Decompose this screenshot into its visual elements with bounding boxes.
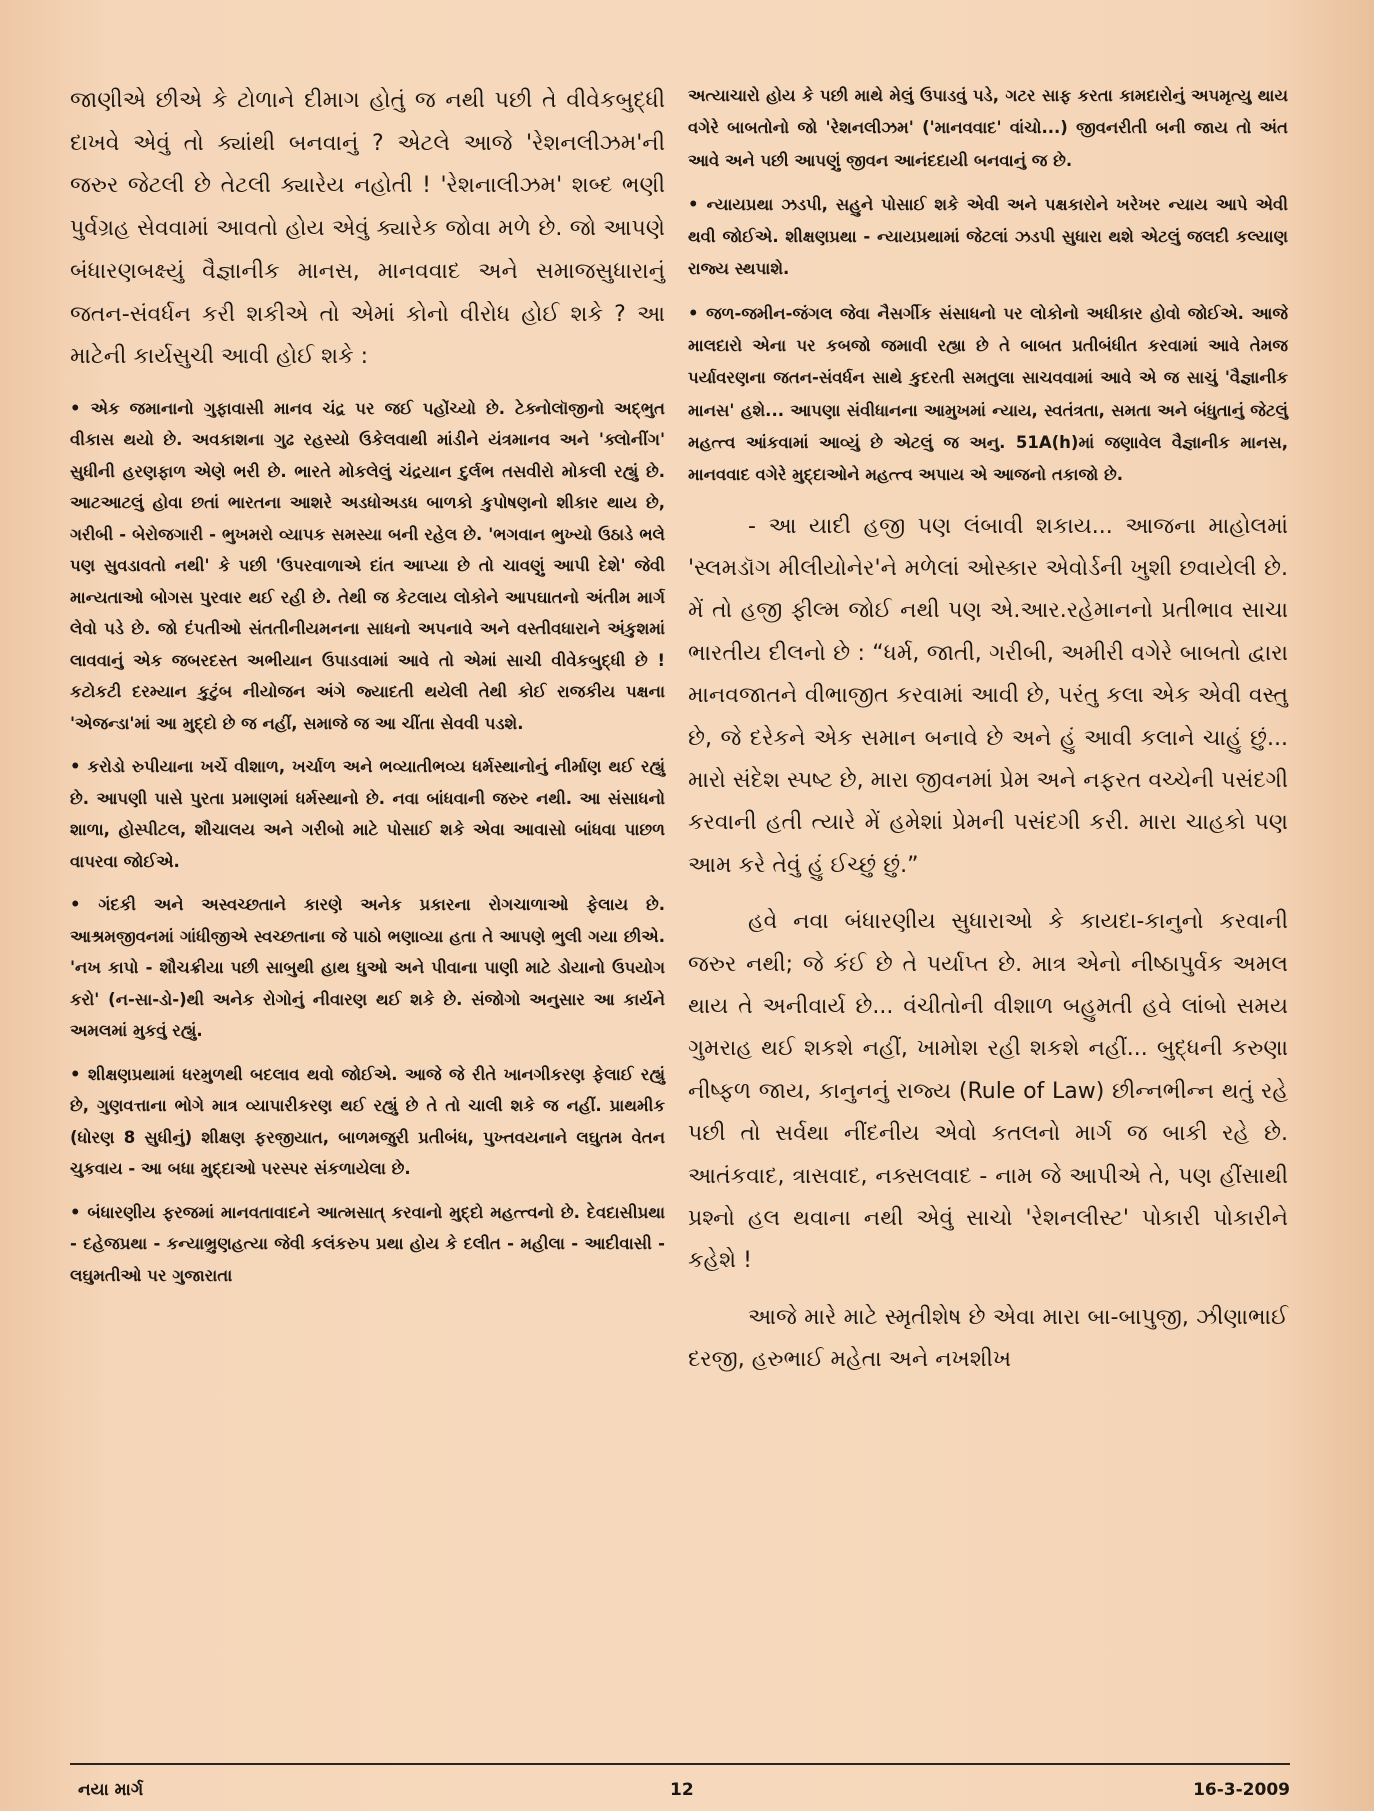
bullet-natural-resources: • જળ-જમીન-જંગલ જેવા નૈસર્ગીક સંસાધનો પર લોકોનો અધીકાર હોવો જોઈએ. આજે માલદારો એના પર કબજો જમાવી રહ્યા છે તે બાબત પ્રતીબંધીત કરવામાં આવે તેમજ પર્યાવરણના જતન-સંવર્ધન સાથે કુદરતી સમતુલા સાચવવામાં આવે એ જ સાચું 'વૈજ્ઞાનીક માનસ' હશે... આપણા સંવીધાનના આમુખમાં ન્યાય, સ્વતંત્રતા, સમતા અને બંધુતાનું જેટલું મહત્ત્વ આંકવામાં આવ્યું છે એટલું જ અનુ. 51A(h)માં જણાવેલ વૈજ્ઞાનીક માનસ, માનવવાદ વગેરે મુદ્દાઓને મહત્ત્વ અપાય એ આજનો તકાજો છે.	[688, 303, 1288, 485]
left-column	[70, 80, 665, 1291]
footer-divider	[70, 1763, 1290, 1765]
bullet-religious-places: • કરોડો રુપીયાના ખર્ચે વીશાળ, ખર્ચાળ અને ભવ્યાતીભવ્ય ધર્મસ્થાનોનું નીર્માણ થઈ રહ્યું છે. આપણી પાસે પુરતા પ્રમાણમાં ધર્મસ્થાનો છે. નવા બાંધવાની જરુર નથી. આ સંસાધનો શાળા, હોસ્પીટલ, શૌચાલય અને ગરીબો માટે પોસાઈ શકે એવા આવાસો બાંધવા પાછળ વાપરવા જોઈએ.	[70, 757, 665, 871]
paragraph-law: હવે નવા બંધારણીય સુધારાઓ કે કાયદા-કાનુનો કરવાની જરુર નથી; જે કંઈ છે તે પર્યાપ્ત છે. માત્ર એનો નીષ્ઠાપુર્વક અમલ થાય તે અનીવાર્ય છે... વંચીતોની વીશાળ બહુમતી હવે લાંબો સમય ગુમરાહ થઈ શકશે નહીં, ખામોશ રહી શકશે નહીં... બુદ્ધની કરુણા નીષ્ફળ જાય, કાનુનનું રાજ્ય (Rule of Law) છીન્નભીન્ન થતું રહે પછી તો સર્વથા નીંદનીય એવો કતલનો માર્ગ જ બાકી રહે છે. આતંકવાદ, ત્રાસવાદ, નક્સલવાદ - નામ જે આપીએ તે, પણ હીંસાથી પ્રશ્નો હલ થવાના નથી એવું સાચો 'રેશનલીસ્ટ' પોકારી પોકારીને કહેશે !	[688, 909, 1288, 1274]
paragraph-slumdog: - આ યાદી હજી પણ લંબાવી શકાય... આજના માહોલમાં 'સ્લમડૉગ મીલીયોનેર'ને મળેલાં ઓસ્કાર એવોર્ડની ખુશી છવાયેલી છે. મેં તો હજી ફીલ્મ જોઈ નથી પણ એ.આર.રહેમાનનો પ્રતીભાવ સાચા ભારતીય દીલનો છે : “ધર્મ, જાતી, ગરીબી, અમીરી વગેરે બાબતો દ્વારા માનવજાતને વીભાજીત કરવામાં આવી છે, પરંતુ કલા એક એવી વસ્તુ છે, જે દરેકને એક સમાન બનાવે છે અને હું આવી કલાને ચાહું છું... મારો સંદેશ સ્પષ્ટ છે, મારા જીવનમાં પ્રેમ અને નફરત વચ્ચેની પસંદગી કરવાની હતી ત્યારે મેં હમેશાં પ્રેમની પસંદગી કરી. મારા ચાહકો પણ આમ કરે તેવું હું ઈચ્છું છું.”	[688, 513, 1288, 878]
bullet-justice: • ન્યાયપ્રથા ઝડપી, સહુને પોસાઈ શકે એવી અને પક્ષકારોને ખરેખર ન્યાય આપે એવી થવી જોઈએ. શીક્ષણપ્રથા - ન્યાયપ્રથામાં જેટલાં ઝડપી સુધારા થશે એટલું જલદી કલ્યાણ રાજ્ય સ્થપાશે.	[688, 194, 1288, 279]
page-footer	[70, 1780, 1290, 1806]
intro-paragraph: જાણીએ છીએ કે ટોળાને દીમાગ હોતું જ નથી પછી તે વીવેકબુદ્ધી દાખવે એવું તો ક્યાંથી બનવાનું ? એટલે આજે 'રેશનલીઝમ'ની જરુર જેટલી છે તેટલી ક્યારેય નહોતી ! 'રેશનાલીઝમ' શબ્દ ભણી પુર્વગ્રહ સેવવામાં આવતો હોય એવું ક્યારેક જોવા મળે છે. જો આપણે બંધારણબક્ષ્યું વૈજ્ઞાનીક માનસ, માનવવાદ અને સમાજસુધારાનું જતન-સંવર્ધન કરી શકીએ તો એમાં કોનો વીરોધ હોઈ શકે ? આ માટેની કાર્યસુચી આવી હોઈ શકે :	[70, 88, 665, 370]
bullet-humanism-duty: • બંધારણીય ફરજમાં માનવતાવાદને આત્મસાત્ કરવાનો મુદ્દો મહત્ત્વનો છે. દેવદાસીપ્રથા - દહેજપ્રથા - કન્યાભ્રુણહત્યા જેવી કલંકરુપ પ્રથા હોય કે દલીત - મહીલા - આદીવાસી - લઘુમતીઓ પર ગુજારાતા	[70, 1202, 665, 1285]
bullet-education: • શીક્ષણપ્રથામાં ધરમુળથી બદલાવ થવો જોઈએ. આજે જે રીતે ખાનગીકરણ ફેલાઈ રહ્યું છે, ગુણવત્તાના ભોગે માત્ર વ્યાપારીકરણ થઈ રહ્યું છે તે તો ચાલી શકે જ નહીં. પ્રાથમીક (ધોરણ 8 સુધીનું) શીક્ષણ ફરજીયાત, બાળમજુરી પ્રતીબંધ, પુખ્તવયનાને લઘુતમ વેતન ચુકવાય - આ બધા મુદ્દાઓ પરસ્પર સંકળાયેલા છે.	[70, 1064, 665, 1179]
bullet-hygiene: • ગંદકી અને અસ્વચ્છતાને કારણે અનેક પ્રકારના રોગચાળાઓ ફેલાય છે. આશ્રમજીવનમાં ગાંધીજીએ સ્વચ્છતાના જે પાઠો ભણાવ્યા હતા તે આપણે ભુલી ગયા છીએ. 'નખ કાપો - શૌચક્રીયા પછી સાબુથી હાથ ધુઓ અને પીવાના પાણી માટે ડોયાનો ઉપયોગ કરો' (ન-સા-ડો-)થી અનેક રોગોનું નીવારણ થઈ શકે છે. સંજોગો અનુસાર આ કાર્યને અમલમાં મુકવું રહ્યું.	[70, 895, 665, 1041]
issue-date: 16-3-2009	[1193, 1780, 1290, 1800]
bullet-technology-poverty: • એક જમાનાનો ગુફાવાસી માનવ ચંદ્ર પર જઈ પહોંચ્યો છે. ટેક્નોલૉજીનો અદ્ભુત વીકાસ થયો છે. અવકાશના ગુઢ રહસ્યો ઉકેલવાથી માંડીને યંત્રમાનવ અને 'ક્લોનીંગ' સુધીની હરણફાળ એણે ભરી છે. ભારતે મોકલેલું ચંદ્રયાન દુર્લભ તસવીરો મોકલી રહ્યું છે. આટઆટલું હોવા છતાં ભારતના આશરે અડધોઅડધ બાળકો કુપોષણનો શીકાર થાય છે, ગરીબી - બેરોજગારી - ભુખમરો વ્યાપક સમસ્યા બની રહેલ છે. 'ભગવાન ભુખ્યો ઉઠાડે ભલે પણ સુવડાવતો નથી' કે પછી 'ઉપરવાળાએ દાંત આપ્યા છે તો ચાવણું આપી દેશે' જેવી માન્યતાઓ બોગસ પુરવાર થઈ રહી છે. તેથી જ કેટલાય લોકોને આપઘાતનો અંતીમ માર્ગ લેવો પડે છે. જો દંપતીઓ સંતતીનીયમનના સાધનો અપનાવે અને વસ્તીવધારાને અંકુશમાં લાવવાનું એક જબરદસ્ત અભીયાન ઉપાડવામાં આવે તો એમાં સાચી વીવેકબુદ્ધી છે ! કટોકટી દરમ્યાન કુટુંબ નીયોજન અંગે જ્યાદતી થયેલી તેથી કોઈ રાજકીય પક્ષના 'એજન્ડા'માં આ મુદ્દો છે જ નહીં, સમાજે જ આ ચીંતા સેવવી પડશે.	[70, 398, 665, 733]
page-number: 12	[670, 1780, 694, 1800]
magazine-name: નયા માર્ગ	[78, 1780, 144, 1800]
continued-paragraph: અત્યાચારો હોય કે પછી માથે મેલું ઉપાડવું પડે, ગટર સાફ કરતા કામદારોનું અપમૃત્યુ થાય વગેરે બાબતોનો જો 'રેશનલીઝમ' ('માનવવાદ' વાંચો...) જીવનરીતી બની જાય તો અંત આવે અને પછી આપણું જીવન આનંદદાયી બનવાનું જ છે.	[688, 86, 1288, 170]
paragraph-memorial: આજે મારે માટે સ્મૃતીશેષ છે એવા મારા બા-બાપુજી, ઝીણાભાઈ દરજી, હરુભાઈ મહેતા અને નખશીખ	[688, 1304, 1288, 1373]
right-column	[688, 80, 1288, 1382]
